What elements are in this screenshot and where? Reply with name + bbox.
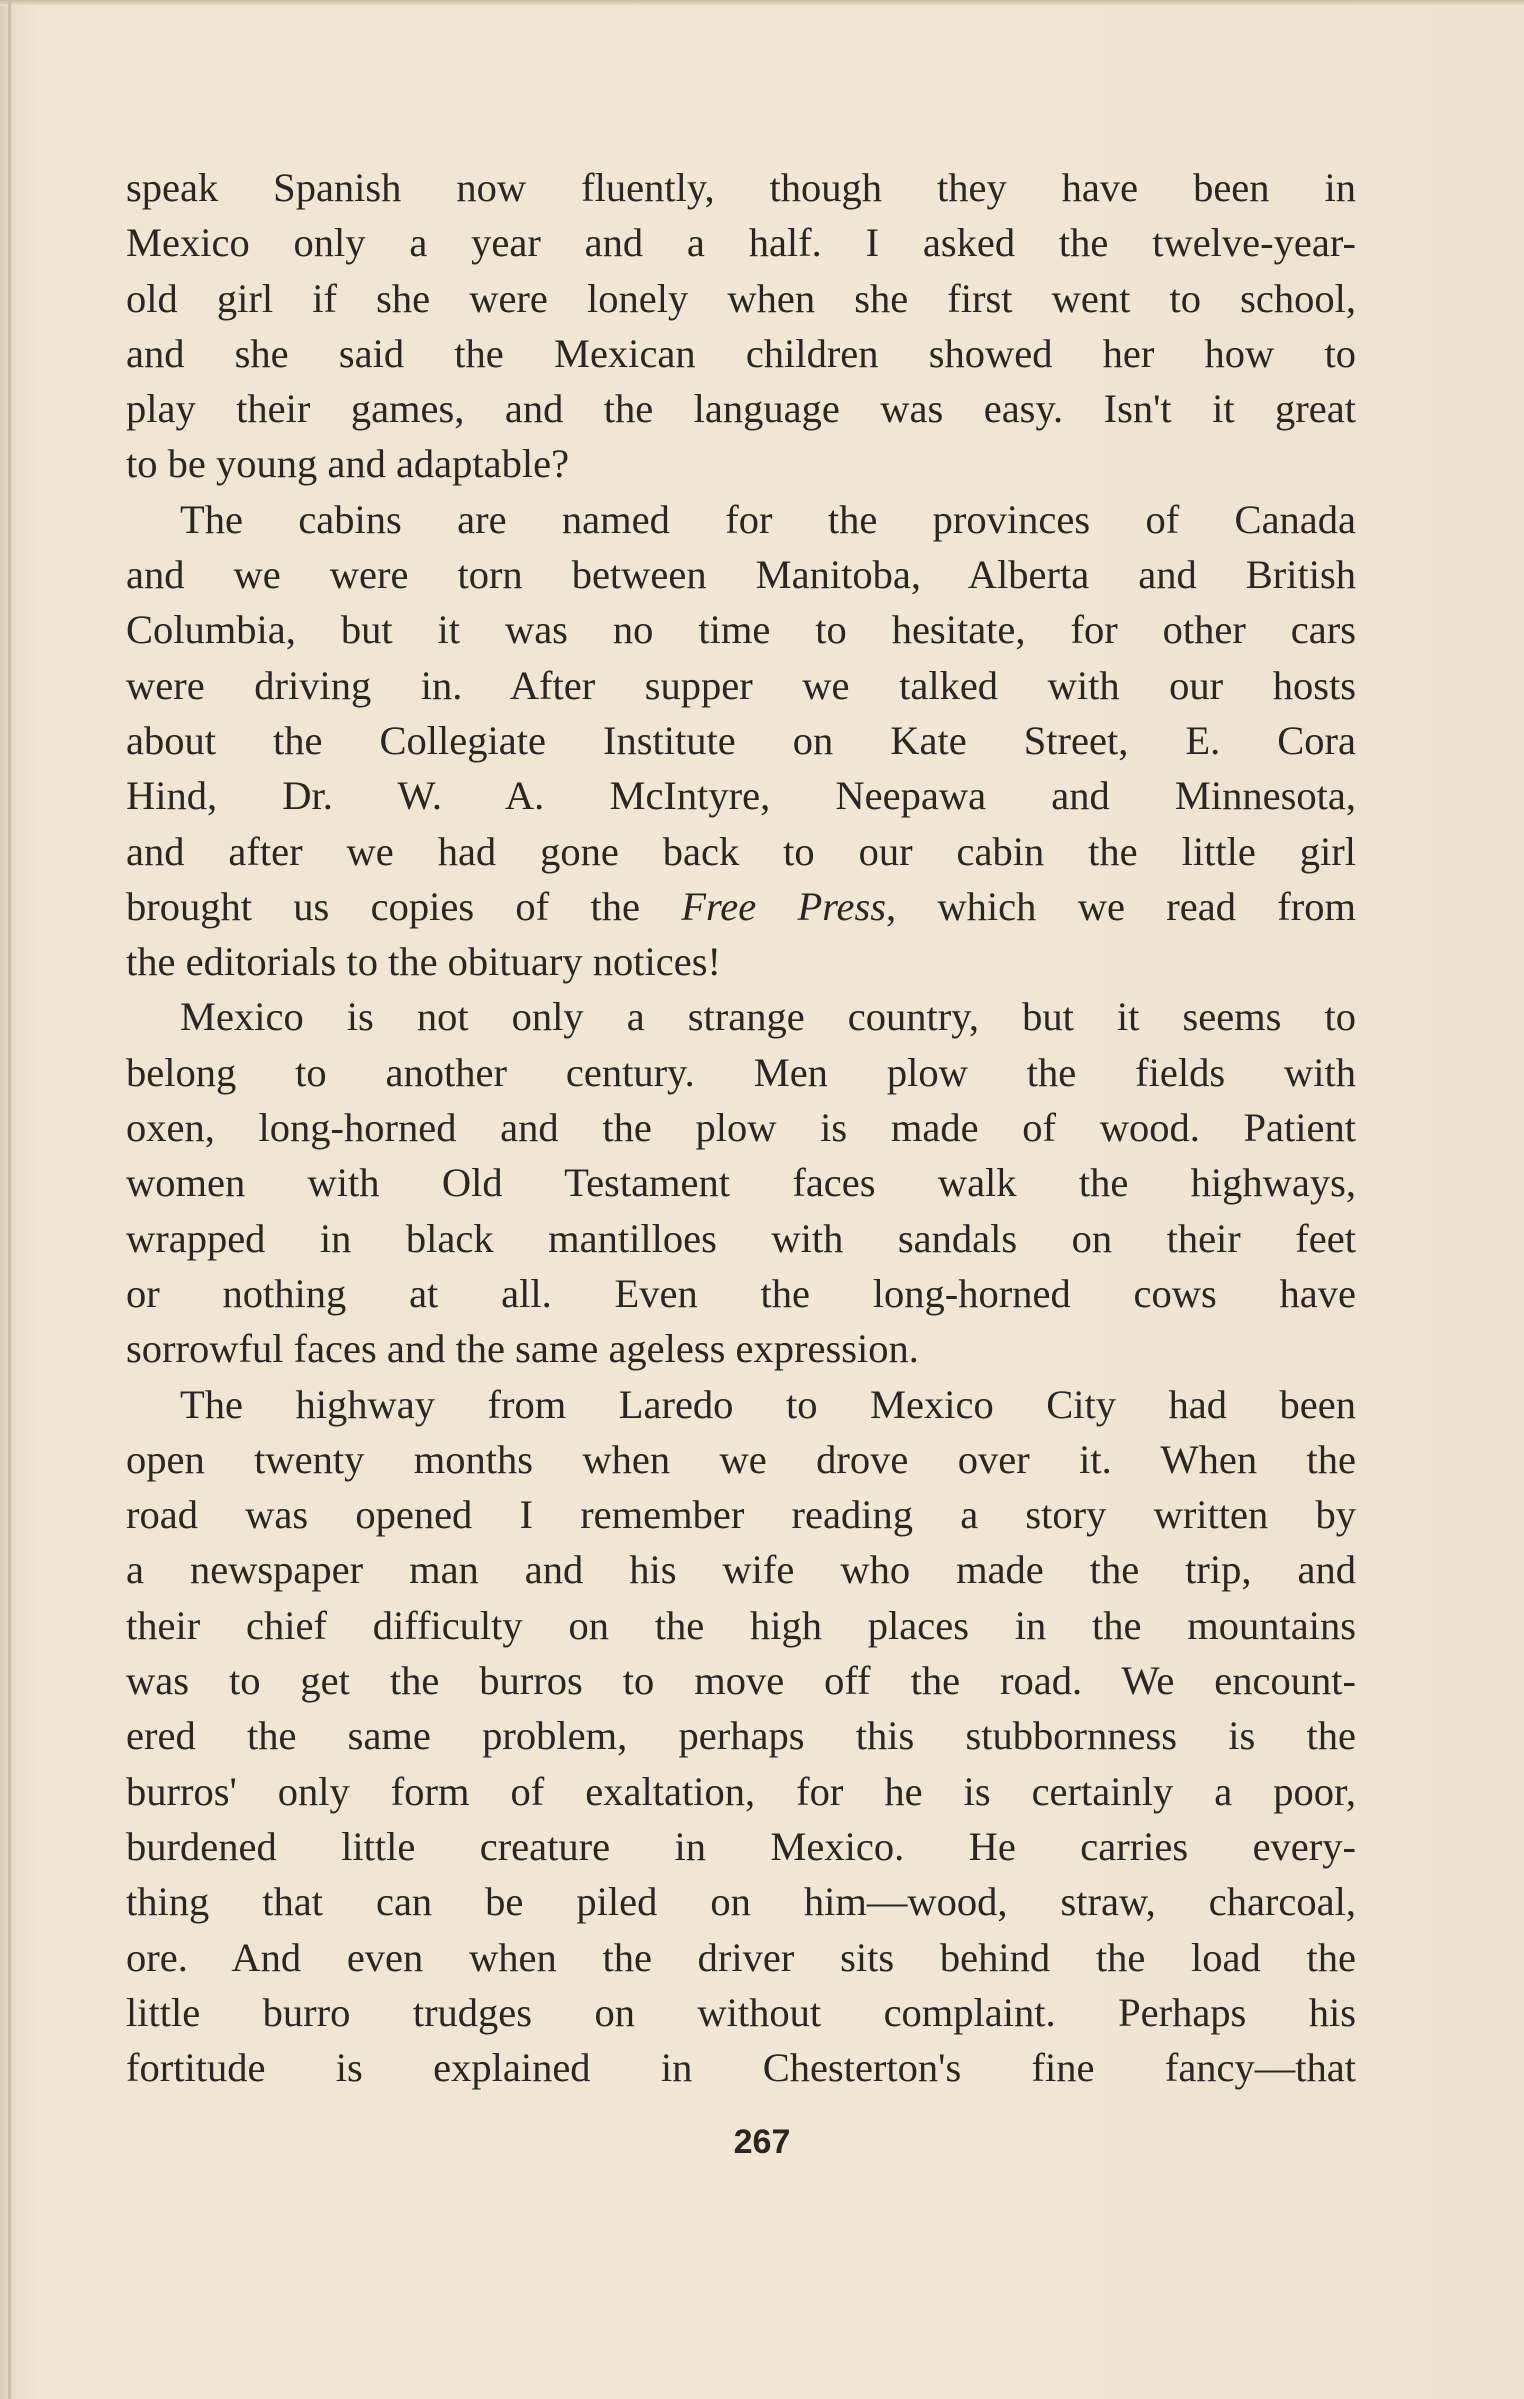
text-line: ore. And even when the driver sits behind the load the [126, 1934, 1356, 1980]
text-line: old girl if she were lonely when she first went to school, [126, 275, 1356, 321]
text-line: were driving in. After supper we talked with our hosts [126, 662, 1356, 708]
text-line: wrapped in black mantilloes with sandals on their feet [126, 1215, 1356, 1261]
text-line: fortitude is explained in Chesterton's fine fancy—that [126, 2045, 1356, 2091]
text-line: open twenty months when we drove over it. When the [126, 1436, 1356, 1482]
page-number: 267 [733, 2123, 791, 2161]
text-line: Columbia, but it was no time to hesitate, for other cars [126, 607, 1356, 653]
text-line: burros' only form of exaltation, for he is certainly a poor, [126, 1768, 1356, 1814]
text-line: their chief difficulty on the high places in the mountains [126, 1602, 1356, 1648]
text-line: little burro trudges on without complaint. Perhaps his [126, 1989, 1356, 2035]
paragraph-4 [126, 1377, 1356, 2096]
text-line: a newspaper man and his wife who made the trip, and [126, 1547, 1356, 1593]
text-line: sorrowful faces and the same ageless expression. [126, 1326, 919, 1372]
paragraph-2 [126, 492, 1356, 990]
text-line: and we were torn between Manitoba, Alberta and British [126, 552, 1356, 598]
text-line: women with Old Testament faces walk the highways, [126, 1160, 1356, 1206]
text-line: Mexico only a year and a half. I asked the twelve-year- [126, 220, 1356, 266]
text-line: belong to another century. Men plow the fields with [126, 1049, 1356, 1095]
paragraph-1 [126, 160, 1356, 492]
text-line: thing that can be piled on him—wood, straw, charcoal, [126, 1879, 1356, 1925]
paragraph-3 [126, 989, 1356, 1376]
text-line: The highway from Laredo to Mexico City had been [180, 1381, 1356, 1427]
text-line: The cabins are named for the provinces of Canada [180, 496, 1356, 542]
text-line: about the Collegiate Institute on Kate Street, E. Cora [126, 717, 1356, 763]
text-line: oxen, long-horned and the plow is made of wood. Patient [126, 1105, 1356, 1151]
text-line: speak Spanish now fluently, though they have been in [126, 165, 1356, 210]
newspaper-title: Free Press [681, 883, 886, 929]
text-line: Mexico is not only a strange country, but it seems to [180, 994, 1356, 1040]
body-text [126, 160, 1356, 2095]
text-line: and after we had gone back to our cabin the little girl [126, 828, 1356, 874]
text-line: Hind, Dr. W. A. McIntyre, Neepawa and Minnesota, [126, 773, 1356, 819]
page-binding-edge [8, 0, 11, 2399]
text-line: brought us copies of the Free Press, which we read from [126, 883, 1356, 929]
text-line: road was opened I remember reading a story written by [126, 1492, 1356, 1538]
text-line: the editorials to the obituary notices! [126, 939, 721, 985]
page-top-edge [0, 0, 1524, 6]
text-line: play their games, and the language was easy. Isn't it great [126, 386, 1356, 432]
text-line: or nothing at all. Even the long-horned cows have [126, 1270, 1356, 1316]
text-line: to be young and adaptable? [126, 441, 570, 487]
text-line: was to get the burros to move off the road. We encount- [126, 1658, 1356, 1704]
text-line: burdened little creature in Mexico. He carries every- [126, 1823, 1356, 1869]
text-line: and she said the Mexican children showed her how to [126, 330, 1356, 376]
text-line: ered the same problem, perhaps this stubbornness is the [126, 1713, 1356, 1759]
